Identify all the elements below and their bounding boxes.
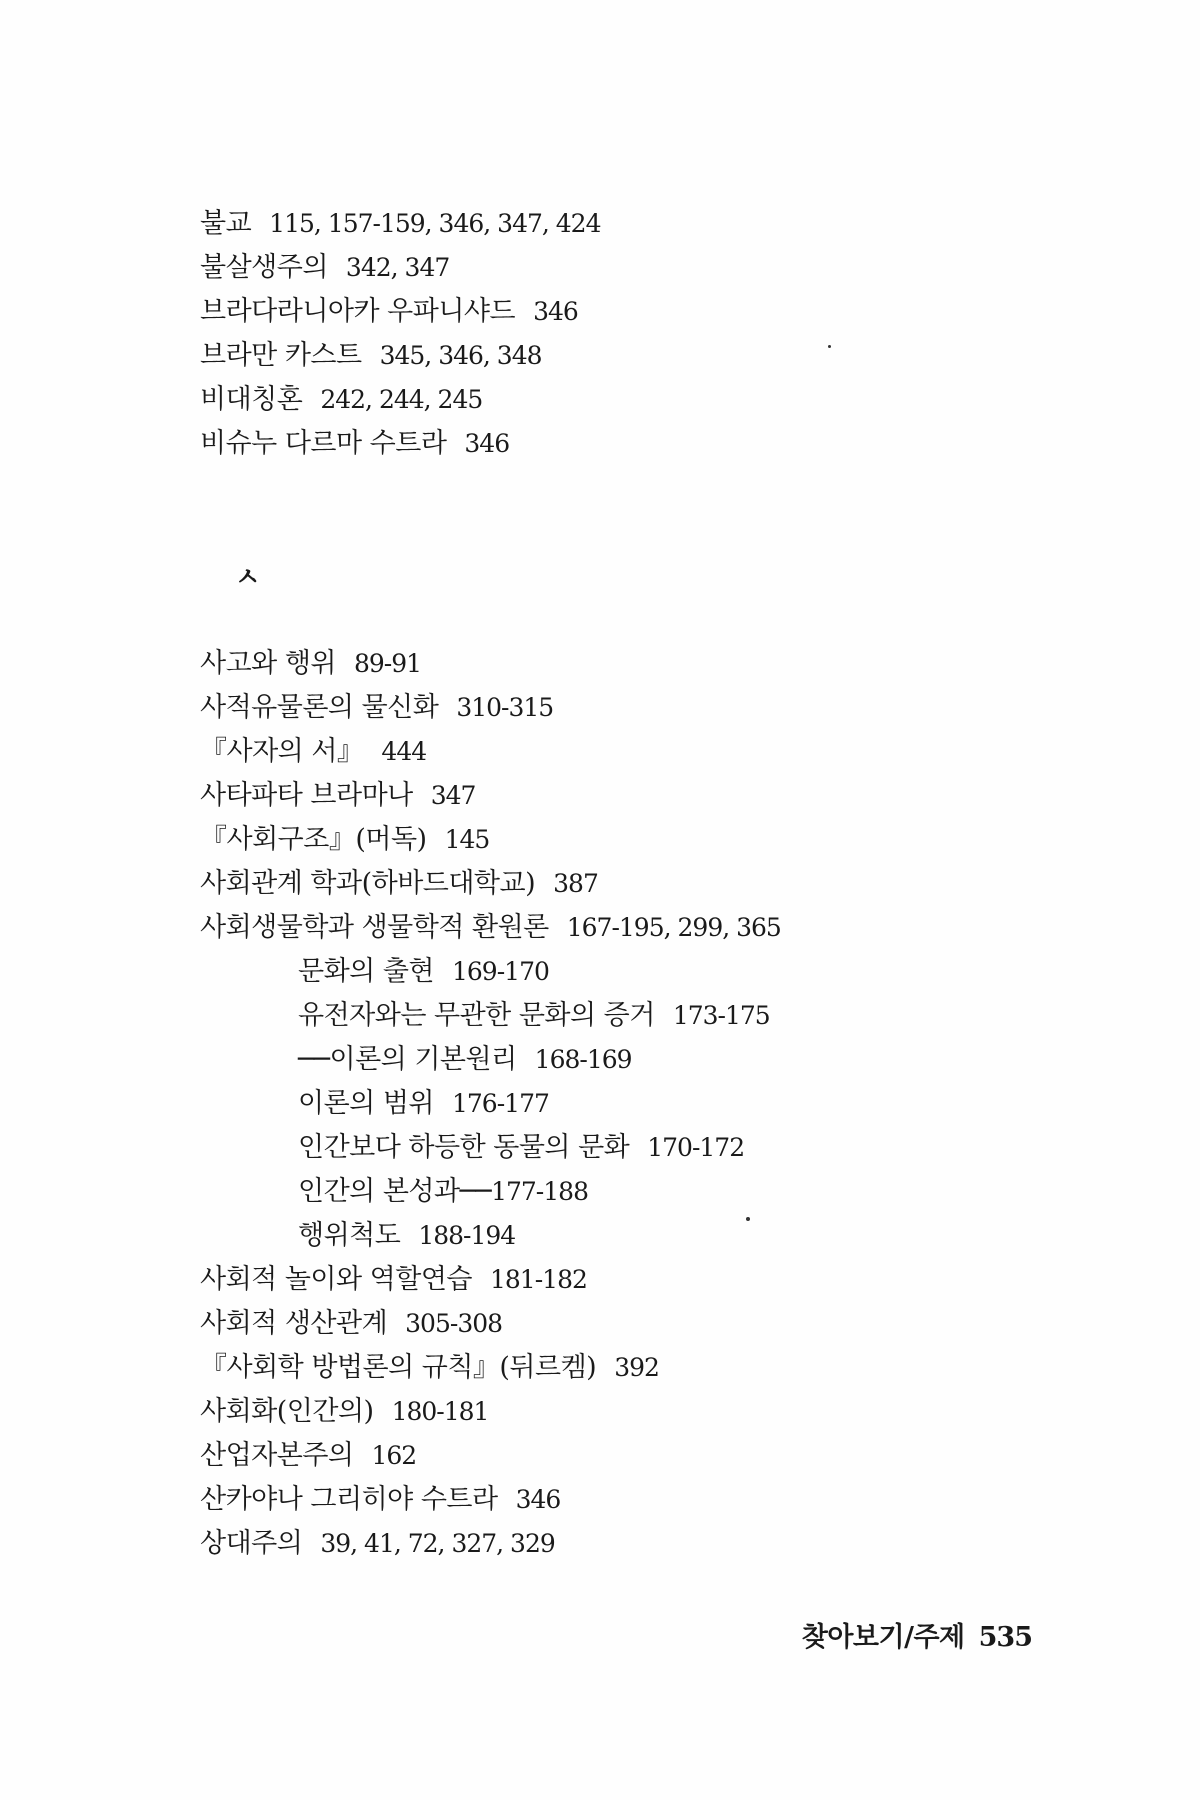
index-pages: 89-91 xyxy=(354,649,422,678)
print-speck xyxy=(828,345,831,348)
index-pages: 145 xyxy=(444,825,490,854)
index-entry xyxy=(200,1390,1100,1434)
index-pages: 170-172 xyxy=(647,1133,745,1162)
index-entry xyxy=(200,730,1100,774)
index-pages: 387 xyxy=(553,869,598,898)
index-pages: 346 xyxy=(464,429,510,458)
index-term: 사회적 생산관계 xyxy=(200,1308,388,1339)
index-pages: 342, 347 xyxy=(345,253,450,282)
section-heading: ㅅ xyxy=(235,563,261,593)
index-pages: 39, 41, 72, 327, 329 xyxy=(320,1529,555,1558)
index-term: 불살생주의 xyxy=(200,252,328,283)
index-term: 사회화(인간의) xyxy=(200,1396,374,1427)
index-term: 문화의 출현 xyxy=(298,956,434,987)
index-term: 사적유물론의 물신화 xyxy=(200,692,439,723)
index-term: 이론의 범위 xyxy=(298,1088,434,1119)
index-pages: 115, 157-159, 346, 347, 424 xyxy=(269,209,601,238)
index-pages: 188-194 xyxy=(418,1221,516,1250)
index-pages: 347 xyxy=(430,781,476,810)
index-subentry xyxy=(200,1038,1100,1082)
index-term: 사회생물학과 생물학적 환원론 xyxy=(200,912,549,943)
index-term: 사회적 놀이와 역할연습 xyxy=(200,1264,472,1295)
index-term: 『사자의 서』 xyxy=(200,736,364,767)
index-term: 사회관계 학과(하바드대학교) xyxy=(200,868,536,899)
page-number: 535 xyxy=(978,1622,1032,1653)
index-entry xyxy=(200,1522,1100,1566)
index-entry xyxy=(200,1302,1100,1346)
footer-label: 찾아보기/주제 xyxy=(801,1622,965,1653)
index-block-b-section xyxy=(200,202,1100,466)
index-entry xyxy=(200,422,1100,466)
index-term: 행위척도 xyxy=(298,1220,401,1251)
index-pages: 173-175 xyxy=(672,1001,770,1030)
index-term: ──이론의 기본원리 xyxy=(298,1044,517,1075)
index-entry xyxy=(200,1434,1100,1478)
index-entry xyxy=(200,1346,1100,1390)
print-speck xyxy=(746,1217,750,1221)
index-subentry xyxy=(200,994,1100,1038)
index-pages: 180-181 xyxy=(391,1397,489,1426)
index-pages: 169-170 xyxy=(452,957,549,986)
index-entry xyxy=(200,334,1100,378)
index-subentry xyxy=(200,1082,1100,1126)
index-term: 산업자본주의 xyxy=(200,1440,354,1471)
index-pages: 177-188 xyxy=(491,1177,588,1206)
index-pages: 176-177 xyxy=(452,1089,549,1118)
index-entry xyxy=(200,246,1100,290)
index-term: 비슈누 다르마 수트라 xyxy=(200,428,447,459)
index-term: 『사회구조』(머독) xyxy=(200,824,427,855)
index-entry xyxy=(200,378,1100,422)
page-footer xyxy=(802,1618,1032,1658)
index-term: 사고와 행위 xyxy=(200,648,336,679)
index-subentry xyxy=(200,1214,1100,1258)
index-pages: 392 xyxy=(614,1353,659,1382)
index-pages: 162 xyxy=(371,1441,417,1470)
index-entry xyxy=(200,862,1100,906)
index-entry xyxy=(200,1258,1100,1302)
index-entry xyxy=(200,906,1100,950)
index-term: 상대주의 xyxy=(200,1528,303,1559)
index-pages: 305-308 xyxy=(405,1309,503,1338)
index-term: 인간의 본성과── xyxy=(298,1176,492,1207)
index-pages: 345, 346, 348 xyxy=(379,341,542,370)
index-term: 유전자와는 무관한 문화의 증거 xyxy=(298,1000,655,1031)
index-pages: 167-195, 299, 365 xyxy=(566,913,781,942)
index-term: 인간보다 하등한 동물의 문화 xyxy=(298,1132,630,1163)
index-term: 불교 xyxy=(200,208,252,239)
index-pages: 168-169 xyxy=(534,1045,632,1074)
index-entry xyxy=(200,686,1100,730)
index-term: 비대칭혼 xyxy=(200,384,303,415)
index-block-s-section xyxy=(200,642,1100,1566)
index-pages: 346 xyxy=(533,297,578,326)
index-subentry xyxy=(200,1170,1100,1214)
index-subentry xyxy=(200,1126,1100,1170)
index-pages: 181-182 xyxy=(490,1265,587,1294)
index-term: 브라만 카스트 xyxy=(200,340,362,371)
index-term: 『사회학 방법론의 규칙』(뒤르켐) xyxy=(200,1352,597,1383)
index-term: 사타파타 브라마나 xyxy=(200,780,413,811)
index-term: 브라다라니아카 우파니샤드 xyxy=(200,296,516,327)
index-term: 산카야나 그리히야 수트라 xyxy=(200,1484,498,1515)
index-entry xyxy=(200,290,1100,334)
index-entry xyxy=(200,818,1100,862)
index-pages: 444 xyxy=(381,737,427,766)
index-pages: 242, 244, 245 xyxy=(320,385,483,414)
index-entry xyxy=(200,1478,1100,1522)
index-subentry xyxy=(200,950,1100,994)
index-entry xyxy=(200,642,1100,686)
index-entry xyxy=(200,774,1100,818)
index-pages: 310-315 xyxy=(456,693,554,722)
index-entry xyxy=(200,202,1100,246)
index-pages: 346 xyxy=(515,1485,561,1514)
